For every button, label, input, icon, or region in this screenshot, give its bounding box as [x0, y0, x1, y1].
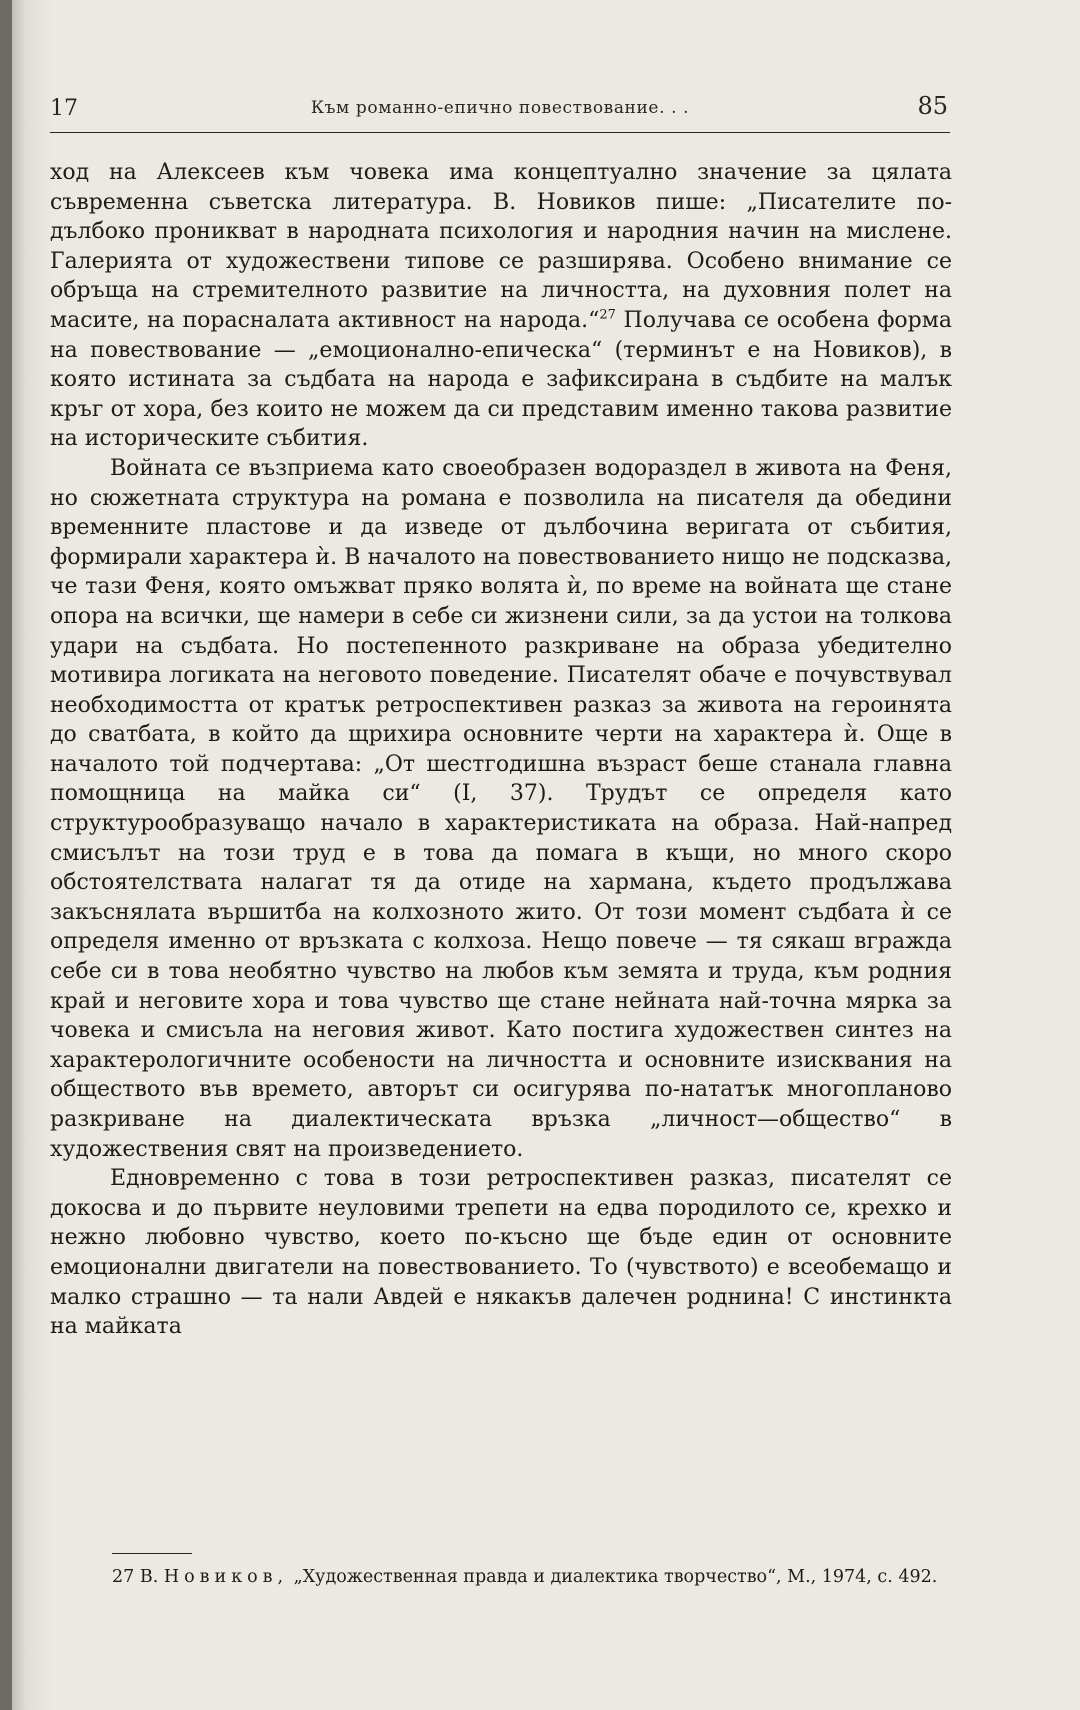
paragraph-1 — [50, 158, 952, 454]
page-number: 85 — [917, 92, 948, 120]
running-head: Към романно-епично повествование. . . — [310, 98, 690, 118]
page-header — [50, 92, 950, 133]
footnote-number: 27 — [112, 1567, 135, 1587]
paragraph-2: Войната се възприема като своеобразен водораздел в живота на Феня, но сюжетната структура на романа е позволила на писателя да обедини временните пластове и да изведе от дълбочина веригата от събития, формирали характера ѝ. В началото на повествованието нищо не подсказва, че тази Феня, която омъжват пряко волята ѝ, по време на войната ще стане опора на всички, ще намери в себе си жизнени сили, за да устои на толкова удари на съдбата. Но постепенното разкриване на образа убедително мотивира логиката на неговото поведение. Писателят обаче е почувствувал необходимостта от кратък ретроспективен разказ за живота на героинята до сватбата, в който да щрихира основните черти на характера ѝ. Още в началото той подчертава: „От шестгодишна възраст беше станала главна помощница на майка си“ (I, 37). Трудът се определя като структурообразуващо начало в характеристиката на образа. Най-напред смисълът на този труд е в това да помага в къщи, но много скоро обстоятелствата налагат тя да отиде на харманa, където продължава закъснялата вършитба на колхозното жито. От този момент съдбата ѝ се определя именно от връзката с колхоза. Нещо повече — тя сякаш вгражда себе си в това необятно чувство на любов към земята и труда, към родния край и неговите хора и това чувство ще стане нейната най-точна мярка за човека и смисъла на неговия живот. Като постига художествен синтез на характерологичните особености на личността и основните изисквания на обществото във времето, авторът си осигурява по-нататък многопланово разкриване на диалектическата връзка „личност—общество“ в художествения свят на произведението. — [50, 455, 952, 1162]
footnote-citation: „Художественная правда и диалектика творчество“, М., 1974, с. 492. — [293, 1567, 938, 1587]
body-text — [50, 158, 952, 1342]
paragraph-1-continuation: Получава се особена форма на повествование — „емоционално-епическа“ (терминът е на Новиков), в която истината за съдбата на народа е зафиксирана в съдбите на малък кръг от хора, без които не можем да си представим именно такова развитие на историческите събития. — [50, 307, 952, 452]
folio-number: 17 — [50, 96, 78, 121]
footnote-divider — [112, 1553, 192, 1554]
footnote-author-initial: В. — [139, 1567, 159, 1587]
paragraph-1-text: ход на Алексеев към човека има концептуално значение за цялата съвременна съветска литература. В. Новиков пише: „Писателите по-дълбоко проникват в народната психология и народния начин на мислене. Галерията от художествени типове се разширява. Особено внимание се обръща на стремителното развитие на личността, на духовния полет на масите, на порасналата активност на народа.“ — [50, 160, 952, 333]
paragraph-3: Едновременно с това в този ретроспективен разказ, писателят се докосва и до първите неуловими трепети на едва породилото се, крехко и нежно любовно чувство, което по-късно ще бъде един от основните емоционални двигатели на повествованието. То (чувството) е всеобемащо и малко страшно — та нали Авдей е някакъв далечен роднина! С инстинкта на майката — [50, 1166, 952, 1340]
footnote — [50, 1565, 952, 1590]
book-page — [12, 0, 1080, 1710]
footnote-reference[interactable]: 27 — [599, 307, 616, 323]
footnote-author-surname: Новиков, — [163, 1567, 289, 1587]
